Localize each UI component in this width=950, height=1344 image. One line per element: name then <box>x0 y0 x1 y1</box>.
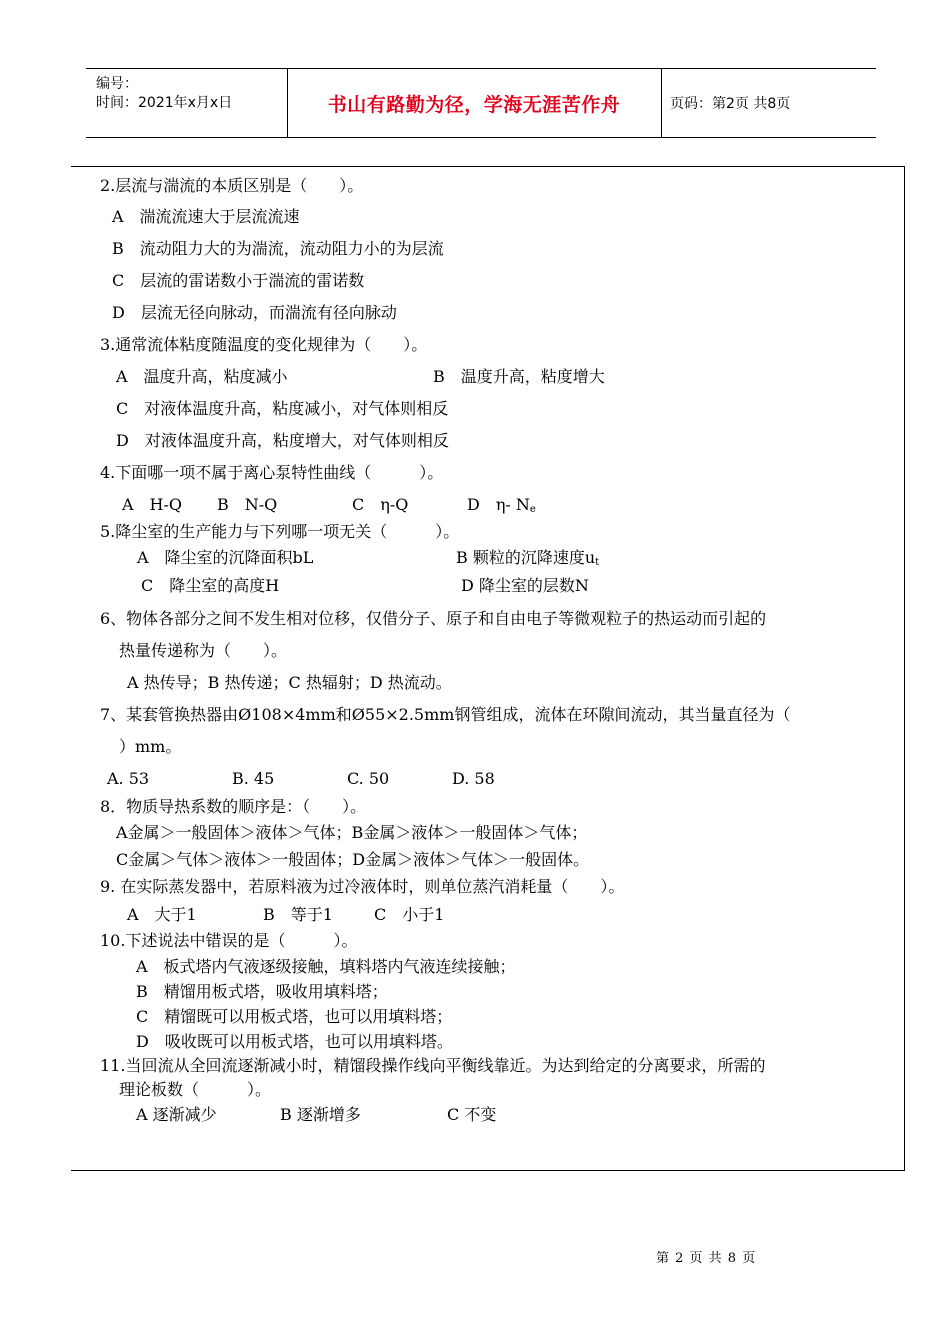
q3-option-d: D 对液体温度升高，粘度增大，对气体则相反 <box>116 431 449 450</box>
q7-option-d: D. 58 <box>452 769 495 788</box>
q9-option-c: C 小于1 <box>374 905 445 924</box>
q7-stem-line1: 7、某套管换热器由Ø108×4mm和Ø55×2.5mm钢管组成，流体在环隙间流动，其当量直径为（ <box>100 705 791 724</box>
q3-option-b: B 温度升高，粘度增大 <box>433 367 605 386</box>
q3-option-c: C 对液体温度升高，粘度减小，对气体则相反 <box>116 399 449 418</box>
q4-option-b: B N-Q <box>217 495 278 514</box>
q9-option-b: B 等于1 <box>263 905 333 924</box>
q4-option-d-text: D η- N <box>467 495 530 514</box>
q6-options: A 热传导；B 热传递；C 热辐射；D 热流动。 <box>127 673 452 692</box>
q7-option-b: B. 45 <box>232 769 275 788</box>
header-meta <box>96 75 232 113</box>
q10-stem: 10.下述说法中错误的是（ ）。 <box>100 931 358 950</box>
q2-option-d: D 层流无径向脉动，而湍流有径向脉动 <box>112 303 397 322</box>
q11-option-b: B 逐渐增多 <box>280 1105 361 1124</box>
q11-option-a: A 逐渐减少 <box>136 1105 217 1124</box>
q5-option-b <box>456 548 599 573</box>
q5-option-c: C 降尘室的高度H <box>141 576 280 595</box>
q2-option-b: B 流动阻力大的为湍流，流动阻力小的为层流 <box>112 239 444 258</box>
q3-stem: 3.通常流体粘度随温度的变化规律为（ ）。 <box>100 335 428 354</box>
q9-stem: 9. 在实际蒸发器中，若原料液为过冷液体时，则单位蒸汽消耗量（ ）。 <box>100 877 625 896</box>
q2-option-a: A 湍流流速大于层流流速 <box>112 207 300 226</box>
q11-stem-line1: 11.当回流从全回流逐渐减小时，精馏段操作线向平衡线靠近。为达到给定的分离要求，所需的 <box>100 1056 766 1075</box>
q5-option-a: A 降尘室的沉降面积bL <box>137 548 314 567</box>
q6-stem-line1: 6、物体各部分之间不发生相对位移，仅借分子、原子和自由电子等微观粒子的热运动而引起的 <box>100 609 767 628</box>
q10-option-a: A 板式塔内气液逐级接触，填料塔内气液连续接触； <box>136 957 516 976</box>
number-label: 编号： <box>96 76 138 92</box>
q4-option-d <box>467 495 536 520</box>
q4-option-a: A H-Q <box>122 495 183 514</box>
q11-option-c: C 不变 <box>447 1105 497 1124</box>
q4-stem: 4.下面哪一项不属于离心泵特性曲线（ ）。 <box>100 463 444 482</box>
q11-stem-line2: 理论板数（ ）。 <box>119 1080 272 1099</box>
q8-stem: 8．物质导热系数的顺序是：（ ）。 <box>100 797 367 816</box>
q5-option-b-text: B 颗粒的沉降速度u <box>456 548 596 567</box>
page-footer: 第 2 页 共 8 页 <box>656 1251 757 1266</box>
q10-option-b: B 精馏用板式塔，吸收用填料塔； <box>136 982 388 1001</box>
time-label: 时间：2021年x月x日 <box>96 95 233 111</box>
q10-option-d: D 吸收既可以用板式塔，也可以用填料塔。 <box>136 1032 453 1051</box>
q8-options-cd: C金属＞气体＞液体＞一般固体；D金属＞液体＞气体＞一般固体。 <box>116 850 590 869</box>
q7-stem-line2: ）mm。 <box>119 737 182 756</box>
q7-option-c: C. 50 <box>347 769 390 788</box>
q2-stem: 2.层流与湍流的本质区别是（ ）。 <box>100 176 364 195</box>
q6-stem-line2: 热量传递称为（ ）。 <box>119 641 288 660</box>
header-motto: 书山有路勤为径，学海无涯苦作舟 <box>327 93 621 116</box>
header-divider <box>661 69 662 137</box>
q4-option-d-sub: e <box>529 504 536 515</box>
q10-option-c: C 精馏既可以用板式塔，也可以用填料塔； <box>136 1007 453 1026</box>
q4-option-c: C η-Q <box>352 495 409 514</box>
q2-option-c: C 层流的雷诺数小于湍流的雷诺数 <box>112 271 365 290</box>
q5-option-d: D 降尘室的层数N <box>461 576 589 595</box>
q5-option-b-sub: t <box>595 557 600 568</box>
q7-option-a: A. 53 <box>107 769 150 788</box>
q5-stem: 5.降尘室的生产能力与下列哪一项无关（ ）。 <box>100 522 460 541</box>
q3-option-a: A 温度升高，粘度减小 <box>116 367 288 386</box>
header-page-info: 页码：第2页 共8页 <box>670 96 791 112</box>
q8-options-ab: A金属＞一般固体＞液体＞气体；B金属＞液体＞一般固体＞气体； <box>116 823 588 842</box>
page-header <box>86 68 876 138</box>
q9-option-a: A 大于1 <box>127 905 197 924</box>
